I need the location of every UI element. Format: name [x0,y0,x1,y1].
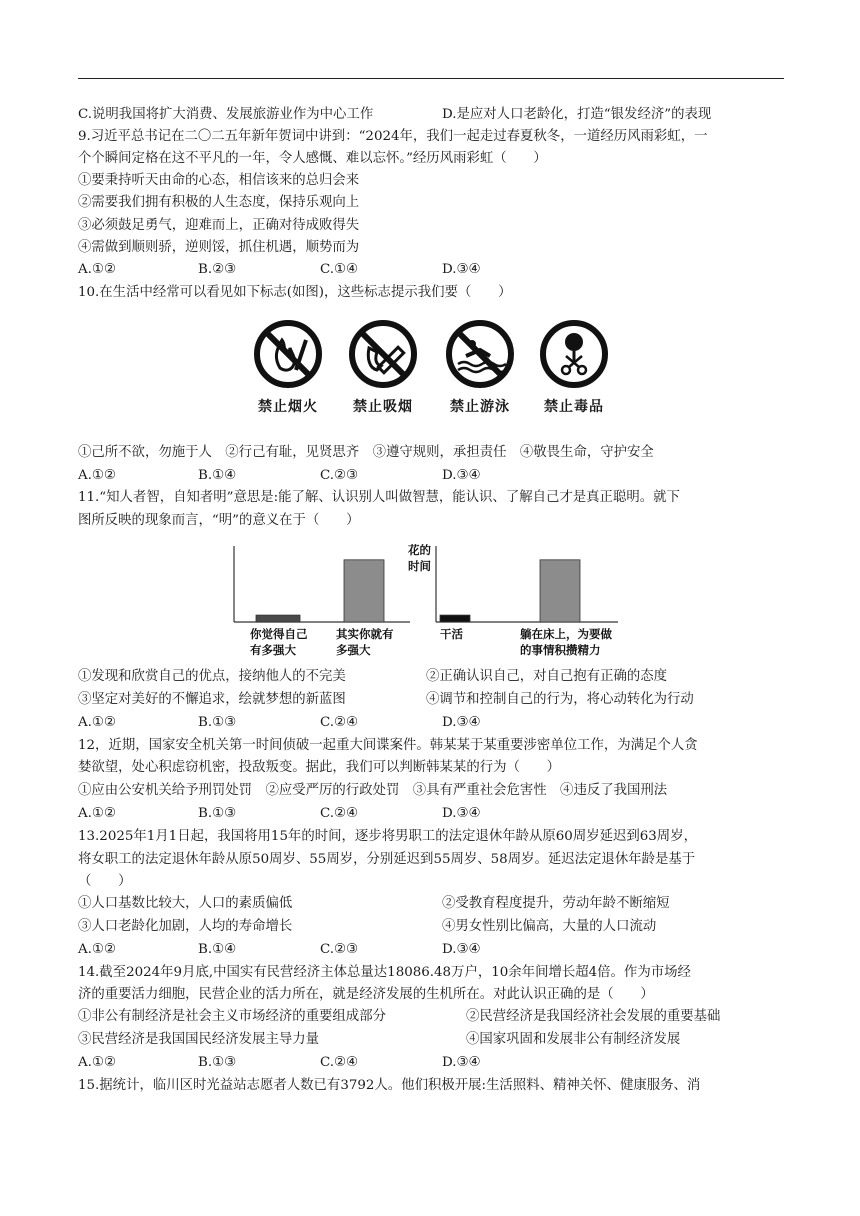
no-smoking-icon [347,318,419,390]
q11-option-a: A.①② [78,715,116,730]
q13-option-c: C.②③ [320,942,359,957]
chart-self-perception-svg [228,538,418,662]
q13-option-d: D.③④ [442,942,481,957]
sign-no-drugs [532,318,616,416]
q14-stem-line2: 济的重要活力细胞，民营企业的活力所在，就是经济发展的生机所在。对此认识正确的是（ ） [78,987,654,1002]
q14-option-c: C.②④ [320,1055,359,1070]
q10-option-d: D.③④ [442,468,481,483]
q8-option-d: D.是应对人口老龄化，打造“银发经济”的表现 [442,107,712,122]
q12-stem-line2: 婪欲望，处心积虑窃机密，投敌叛变。据此，我们可以判断韩某某的行为（ ） [78,760,561,775]
chart-bar [344,560,384,622]
q13-item-1: ①人口基数比较大，人口的素质偏低 [78,896,293,911]
q9-item-3: ③必须鼓足勇气，迎难而上，正确对待成败得失 [78,218,360,233]
q15-stem-line1: 15.据统计，临川区时光益站志愿者人数已有3792人。他们积极开展:生活照料、精神关怀、健康服务、消 [78,1078,701,1093]
q14-stem-line1: 14.截至2024年9月底,中国实有民营经济主体总量达18086.48万户，10余年间增长超4倍。作为市场经 [78,965,691,980]
q9-item-2: ②需要我们拥有积极的人生态度，保持乐观向上 [78,195,360,210]
chart-category-label: 多强大 [336,643,371,657]
sign-no-smoking [341,318,425,416]
sign-label: 禁止毒品 [544,399,604,415]
chart-y-axis-label: 花的 [408,543,431,557]
q12-option-b: B.①③ [198,806,237,821]
header-rule [78,78,784,79]
sign-label: 禁止吸烟 [353,399,413,415]
q11-option-c: C.②④ [320,715,359,730]
chart-bar [540,560,580,622]
q9-item-1: ①要秉持听天由命的心态，相信该来的总归会来 [78,173,360,188]
q11-stem-line2: 图所反映的现象而言，“明”的意义在于（ ） [78,513,360,528]
q9-item-4: ④需做到顺则骄，逆则馁，抓住机遇，顺势而为 [78,240,360,255]
q10-option-c: C.②③ [320,468,359,483]
chart-y-axis-label: 时间 [408,559,431,573]
chart-category-label: 的事情积攒精力 [520,643,601,657]
q13-item-2: ②受教育程度提升，劳动年龄不断缩短 [442,896,670,911]
q8-option-c: C.说明我国将扩大消费、发展旅游业作为中心工作 [78,107,374,122]
sign-no-fire [246,318,330,416]
q12-stem-line1: 12，近期，国家安全机关第一时间侦破一起重大间谍案件。韩某某于某重要涉密单位工作，为满足个人贪 [78,738,698,753]
chart-time-spent [408,538,644,666]
q14-item-3: ③民营经济是我国国民经济发展主导力量 [78,1032,320,1047]
q11-stem-line1: 11.“知人者智，自知者明”意思是:能了解、认识别人叫做智慧，能认识、了解自己才是真正聪明。就下 [78,490,680,505]
q12-option-d: D.③④ [442,806,481,821]
chart-bar [440,615,470,622]
q10-items: ①己所不欲，勿施于人 ②行己有耻，见贤思齐 ③遵守规则，承担责任 ④敬畏生命，守护安全 [78,445,654,460]
sign-label: 禁止烟火 [258,399,318,415]
q13-item-3: ③人口老龄化加剧，人均的寿命增长 [78,919,293,934]
q11-option-d: D.③④ [442,715,481,730]
q13-option-b: B.①④ [198,942,237,957]
sign-no-swimming [438,318,522,416]
q10-stem: 10.在生活中经常可以看见如下标志(如图)，这些标志提示我们要（ ） [78,285,512,300]
q14-item-1: ①非公有制经济是社会主义市场经济的重要组成部分 [78,1009,386,1024]
q13-stem-line3: （ ） [78,874,132,889]
q13-stem-line1: 13.2025年1月1日起，我国将用15年的时间，逐步将男职工的法定退休年龄从原60周岁延迟到63周岁， [78,829,697,844]
q11-item-2: ②正确认识自己，对自己抱有正确的态度 [426,669,668,684]
chart-category-label: 有多强大 [250,643,296,657]
no-drugs-icon [538,318,610,390]
q11-item-3: ③坚定对美好的不懈追求，绘就梦想的新蓝图 [78,692,346,707]
chart-category-label: 你觉得自己 [250,627,308,641]
q13-item-4: ④男女性别比偏高，大量的人口流动 [442,919,657,934]
chart-category-label: 其实你就有 [336,627,394,641]
q14-option-a: A.①② [78,1055,116,1070]
q14-item-2: ②民营经济是我国经济社会发展的重要基础 [466,1009,721,1024]
q9-option-b: B.②③ [198,262,237,277]
q13-stem-line2: 将女职工的法定退休年龄从原50周岁、55周岁，分别延迟到55周岁、58周岁。延迟法定退休年龄是基于 [78,852,696,867]
chart-bar [256,615,300,622]
chart-time-spent-svg [408,538,644,662]
chart-category-label: 干活 [440,627,463,641]
q14-item-4: ④国家巩固和发展非公有制经济发展 [466,1032,681,1047]
q14-option-b: B.①③ [198,1055,237,1070]
q12-option-c: C.②④ [320,806,359,821]
q9-option-c: C.①④ [320,262,359,277]
q14-option-d: D.③④ [442,1055,481,1070]
q10-option-a: A.①② [78,468,116,483]
q11-item-1: ①发现和欣赏自己的优点，接纳他人的不完美 [78,669,346,684]
q10-option-b: B.①④ [198,468,237,483]
q9-stem-line1: 9.习近平总书记在二〇二五年新年贺词中讲到：“2024年，我们一起走过春夏秋冬，一道经历风雨彩虹，一 [78,129,708,144]
q9-stem-line2: 个个瞬间定格在这不平凡的一年，令人感慨、难以忘怀。”经历风雨彩虹（ ） [78,151,547,166]
no-fire-icon [252,318,324,390]
q11-item-4: ④调节和控制自己的行为，将心动转化为行动 [426,692,694,707]
chart-self-perception [228,538,418,666]
sign-label: 禁止游泳 [450,399,510,415]
q13-option-a: A.①② [78,942,116,957]
prohibition-signs [246,318,616,430]
q12-items: ①应由公安机关给予刑罚处罚 ②应受严厉的行政处罚 ③具有严重社会危害性 ④违反了我国刑法 [78,783,668,798]
q11-option-b: B.①③ [198,715,237,730]
q12-option-a: A.①② [78,806,116,821]
chart-category-label: 躺在床上，为要做 [520,627,612,641]
no-swimming-icon [444,318,516,390]
q9-option-d: D.③④ [442,262,481,277]
q9-option-a: A.①② [78,262,116,277]
